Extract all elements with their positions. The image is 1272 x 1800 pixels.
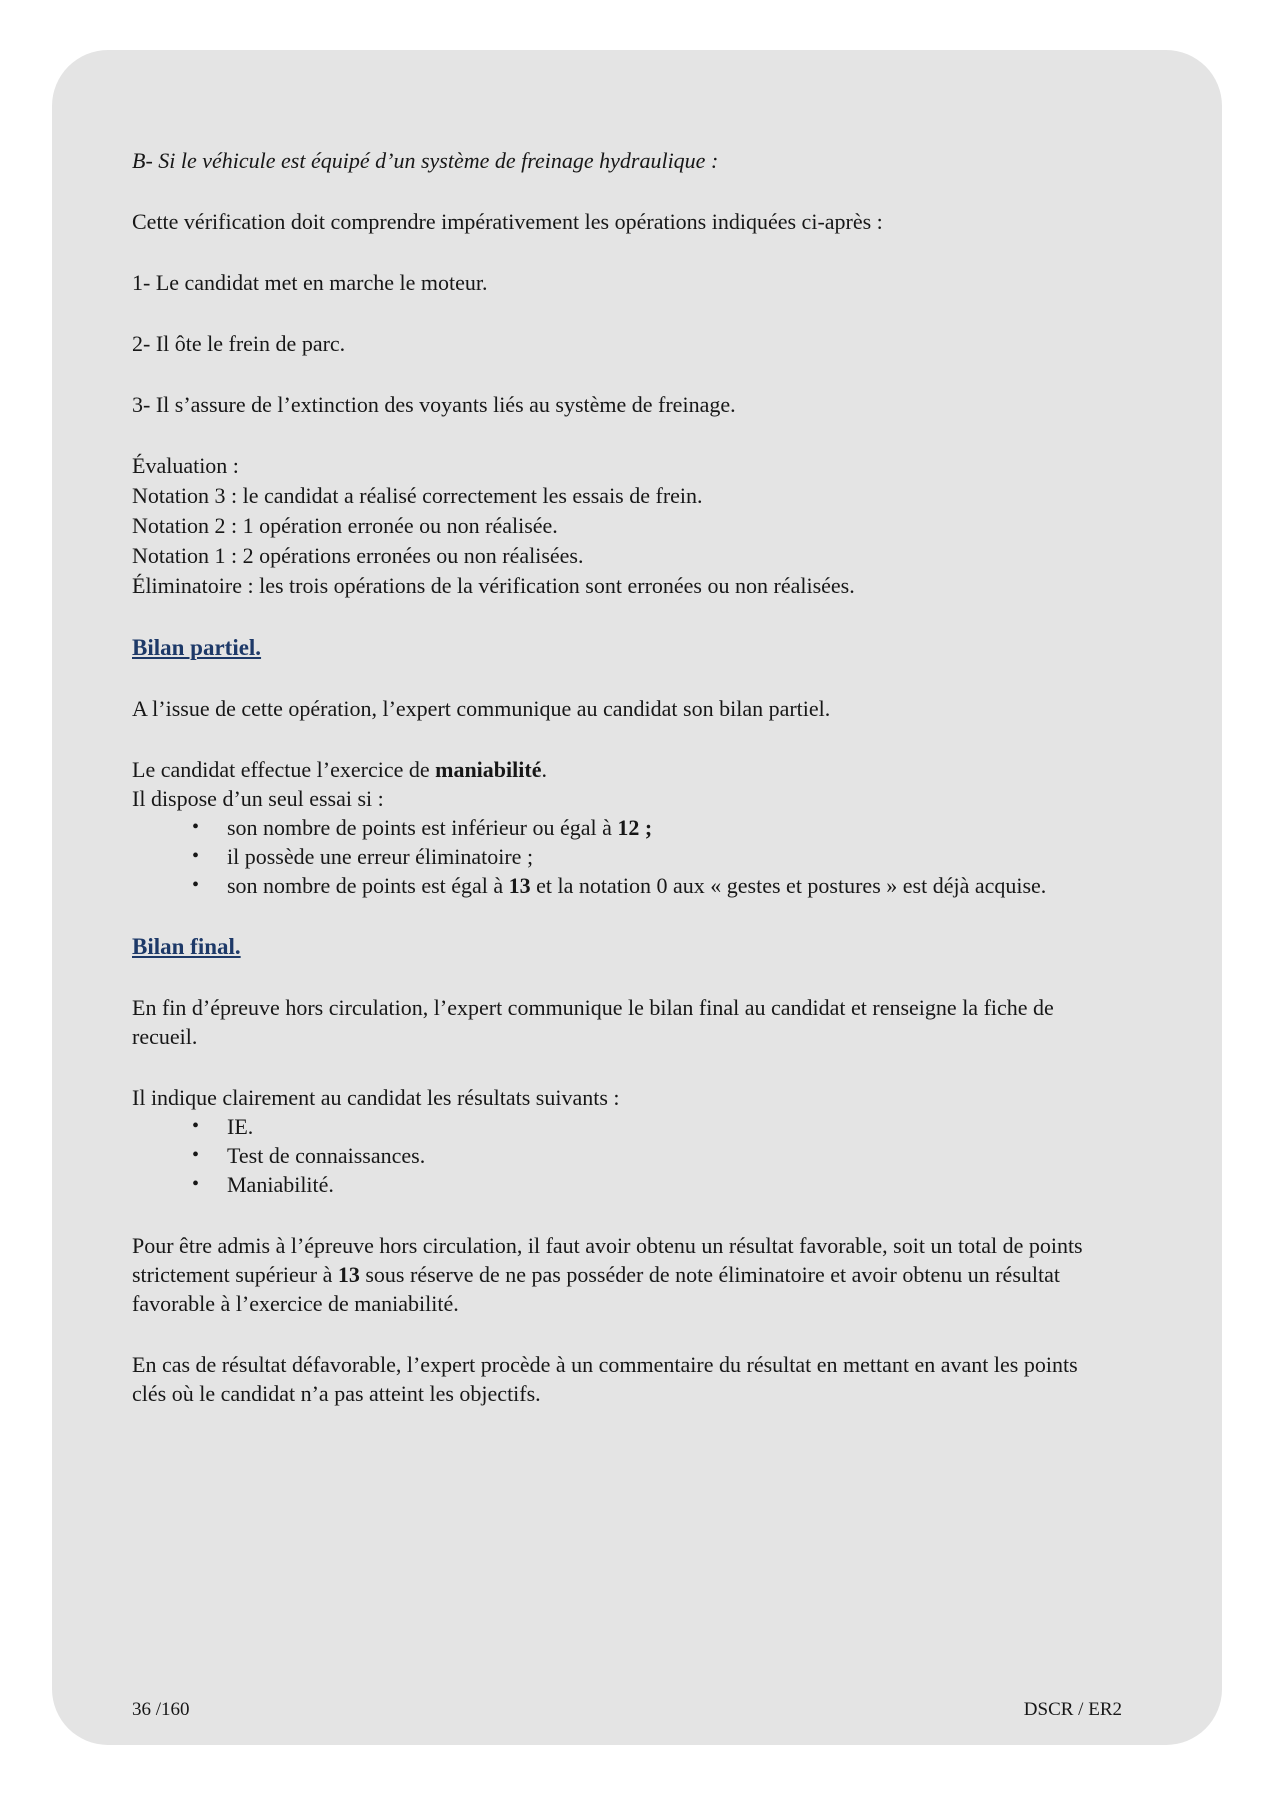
evaluation-notation-1: Notation 1 : 2 opérations erronées ou non réalisées. xyxy=(132,543,584,568)
list-item xyxy=(227,842,1107,871)
bullet-text-pre: son nombre de points est inférieur ou égal à xyxy=(227,815,618,840)
list-item: • Test de connaissances. xyxy=(227,1141,1107,1170)
section-heading: B- Si le véhicule est équipé d’un système de freinage hydraulique : xyxy=(132,148,719,173)
page-number: 36 /160 xyxy=(132,1699,190,1720)
bilan-partiel-intro: A l’issue de cette opération, l’expert communique au candidat son bilan partiel. xyxy=(132,696,831,721)
bullet-text-bold: 12 ; xyxy=(617,815,653,840)
maniabilite-text-bold: maniabilité xyxy=(435,757,542,782)
admission-text-bold: 13 xyxy=(337,1262,360,1287)
bullet-text-bold: 13 xyxy=(508,873,531,898)
admission-text-pre: Pour être admis à l’épreuve hors circulation, il faut avoir obtenu un résultat favorable, soit un total de points strictement supérieur à xyxy=(132,1233,1083,1287)
evaluation-notation-3: Notation 3 : le candidat a réalisé correctement les essais de frein. xyxy=(132,483,703,508)
step-2: 2- Il ôte le frein de parc. xyxy=(132,331,346,356)
resultats-intro: Il indique clairement au candidat les résultats suivants : xyxy=(132,1085,620,1110)
bullet-text-pre: son nombre de points est égal à xyxy=(227,873,509,898)
list-item xyxy=(227,813,1107,842)
bilan-final-heading: Bilan final. xyxy=(132,934,241,959)
admission-text-post: sous réserve de ne pas posséder de note éliminatoire et avoir obtenu un résultat favorable à l’exercice de maniabilité. xyxy=(132,1262,1060,1316)
document-reference: DSCR / ER2 xyxy=(1023,1699,1122,1720)
bilan-final-intro: En fin d’épreuve hors circulation, l’expert communique le bilan final au candidat et renseigne la fiche de recueil. xyxy=(132,995,1054,1049)
intro-paragraph: Cette vérification doit comprendre impérativement les opérations indiquées ci-après : xyxy=(132,209,883,234)
page-content xyxy=(52,50,1222,1408)
step-1: 1- Le candidat met en marche le moteur. xyxy=(132,270,488,295)
step-3: 3- Il s’assure de l’extinction des voyants liés au système de freinage. xyxy=(132,392,736,417)
resultats-list xyxy=(227,1112,1107,1199)
admission-paragraph xyxy=(132,1231,1107,1318)
list-item: • IE. xyxy=(227,1112,1107,1141)
list-item xyxy=(227,871,1107,900)
evaluation-eliminatoire: Éliminatoire : les trois opérations de la vérification sont erronées ou non réalisées. xyxy=(132,573,855,598)
defavorable-paragraph: En cas de résultat défavorable, l’expert procède à un commentaire du résultat en mettant en avant les points clés où le candidat n’a pas atteint les objectifs. xyxy=(132,1352,1078,1406)
document-page xyxy=(52,50,1222,1745)
maniabilite-text-pre: Le candidat effectue l’exercice de xyxy=(132,757,436,782)
essai-conditions-list xyxy=(227,813,1107,900)
bullet-text-post: et la notation 0 aux « gestes et postures » est déjà acquise. xyxy=(530,873,1047,898)
bullet-text-pre: il possède une erreur éliminatoire ; xyxy=(227,844,534,869)
maniabilite-text-post: . xyxy=(541,757,547,782)
list-item: • Maniabilité. xyxy=(227,1170,1107,1199)
bilan-partiel-heading: Bilan partiel. xyxy=(132,635,262,660)
evaluation-block xyxy=(132,451,1107,601)
essai-intro: Il dispose d’un seul essai si : xyxy=(132,786,384,811)
evaluation-notation-2: Notation 2 : 1 opération erronée ou non réalisée. xyxy=(132,513,558,538)
maniabilite-paragraph xyxy=(132,755,1107,813)
evaluation-title: Évaluation : xyxy=(132,453,239,478)
page-footer xyxy=(132,1699,1122,1721)
